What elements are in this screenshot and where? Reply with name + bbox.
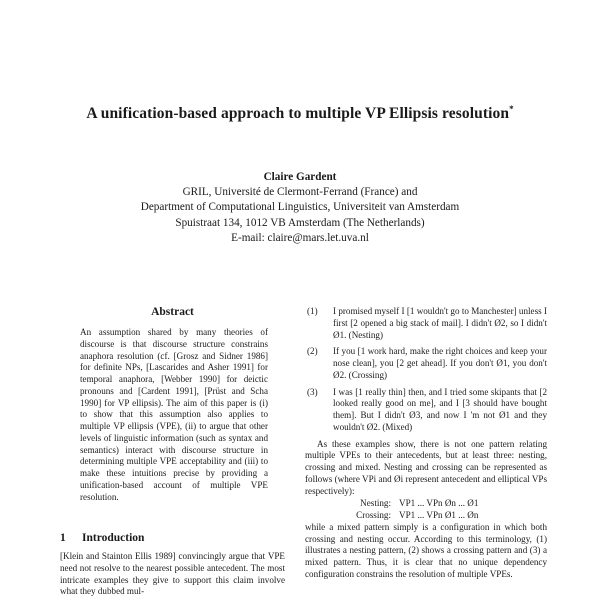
example-3 — [305, 387, 547, 434]
pattern-row — [305, 498, 547, 510]
example-text: I was [1 really thin] then, and I tried some skipants that [2 looked really good on me], and I [3 should have bought them]. But I didn't Ø3, and now I 'm not Ø1 and they wouldn't Ø2. (Mixed) — [333, 386, 547, 432]
section-title: Introduction — [82, 532, 145, 544]
abstract-heading: Abstract — [151, 306, 194, 318]
title-footnote-mark: * — [509, 104, 514, 114]
pattern-row — [305, 510, 547, 522]
pattern-value: VP1 ... VPn Øn ... Ø1 — [399, 498, 479, 509]
author-affiliation-1: GRIL, Université de Clermont-Ferrand (France) and — [182, 186, 418, 199]
paper-title-text: A unification-based approach to multiple VP Ellipsis resolution — [86, 105, 510, 123]
example-text: I promised myself I [1 wouldn't go to Manchester] unless I first [2 opened a big stack of mail]. I didn't Ø2, so I didn't Ø1. (Nesting) — [333, 306, 547, 340]
author-block — [0, 170, 600, 246]
example-text: If you [1 work hard, make the right choices and keep your nose clean], you [2 get ahead]. If you don't Ø1, you don't Ø2. (Crossing) — [333, 346, 547, 380]
author-email: E-mail: claire@mars.let.uva.nl — [231, 231, 369, 244]
example-number: (3) — [307, 386, 318, 397]
section-number: 1 — [60, 532, 66, 544]
pattern-table — [305, 498, 547, 522]
pattern-label: Crossing: — [356, 510, 391, 520]
right-column — [305, 306, 547, 581]
example-number: (2) — [307, 346, 318, 357]
author-name: Claire Gardent — [263, 171, 337, 183]
author-affiliation-2: Department of Computational Linguistics, Universiteit van Amsterdam — [140, 201, 460, 214]
pattern-value: VP1 ... VPn Ø1 ... Øn — [399, 510, 479, 520]
section-heading — [60, 532, 144, 544]
abstract-text: An assumption shared by many theories of discourse is that discourse structure constrains anaphora resolution (cf. [Grosz and Sidner 1986] for definite NPs, [Lascarides and Asher 1991] for temporal anaphora, [Webber 1990] for deictic pronouns and [Cardent 1991], [Prüst and Scha 1990] for VP ellipsis). The aim of this paper is (i) to show that this assumption also applies to multiple VP ellipsis (VPE), (ii) to argue that other levels of linguistic information (such as syntax and semantics) interact with discourse structure in determining multiple VPE acceptability and (iii) to make these intuitions precise by providing a unification-based account of multiple VPE resolution. — [80, 327, 268, 502]
example-number: (1) — [307, 306, 318, 316]
right-paragraph: As these examples show, there is not one pattern relating multiple VPEs to their antecedents, but at least three: nesting, crossing and mixed. Nesting and crossing can be represented as follows (where VPi and Øi represent antecedent and elliptical VPs respectively): — [305, 438, 547, 496]
intro-text: [Klein and Stainton Ellis 1989] convincingly argue that VPE need not resolve to the nearest possible antecedent. The most intricate examples they give to support this claim involve what they dubbed mul- — [60, 551, 285, 597]
author-address: Spuistraat 134, 1012 VB Amsterdam (The Netherlands) — [175, 216, 425, 229]
example-2 — [305, 346, 547, 381]
right-paragraph-2: while a mixed pattern simply is a configuration in which both crossing and nesting occur. According to this terminology, (1) illustrates a nesting pattern, (2) shows a crossing pattern and (3) a mixed pattern. Thus, it is clear that no unique dependency configuration constrains the resolution of multiple VPEs. — [305, 521, 547, 579]
pattern-label: Nesting: — [360, 498, 391, 509]
example-1 — [305, 306, 547, 341]
paper-title — [0, 104, 600, 123]
